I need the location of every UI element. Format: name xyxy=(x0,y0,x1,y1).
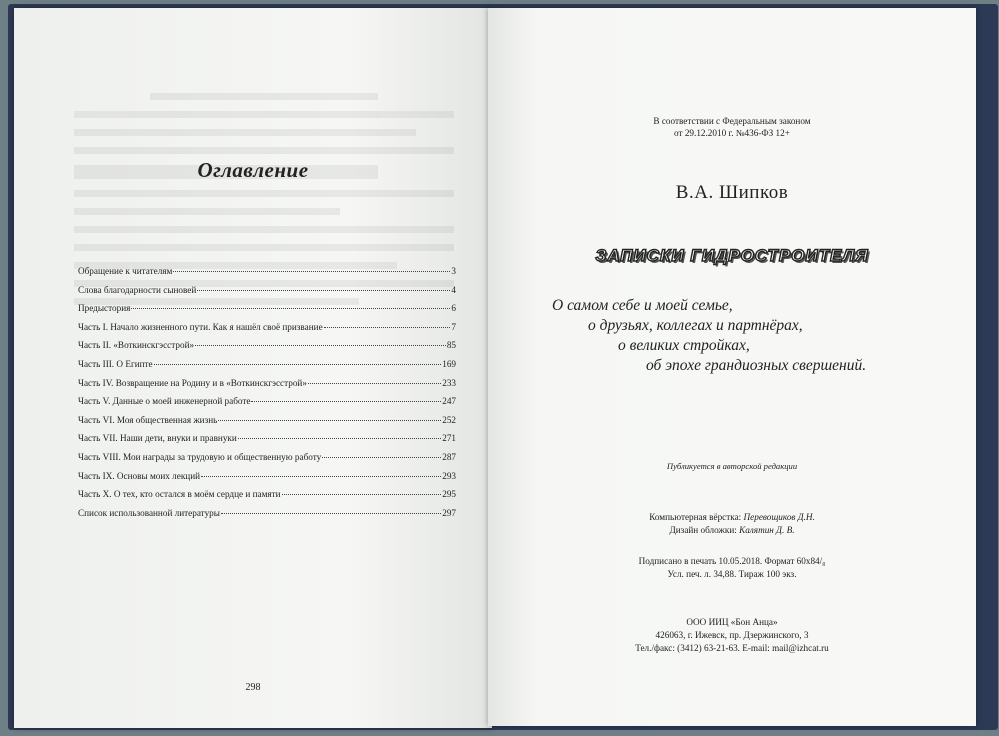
toc-entry xyxy=(78,285,456,304)
toc-entry-label: Часть III. О Египте xyxy=(78,358,153,369)
toc-leader-dots xyxy=(197,290,450,291)
subtitle-line-4: об эпохе грандиозных свершений. xyxy=(646,357,867,374)
toc-entry-page: 293 xyxy=(442,470,456,481)
credits xyxy=(488,511,976,537)
print-line-2: Усл. печ. л. 34,88. Тираж 100 экз. xyxy=(667,569,797,579)
toc-entry xyxy=(78,303,456,322)
toc-entry xyxy=(78,378,456,397)
toc-entry-label: Часть IV. Возвращение на Родину и в «Воткинскгэсстрой» xyxy=(78,377,307,388)
toc-entry-label: Часть VI. Моя общественная жизнь xyxy=(78,414,218,425)
toc-entry xyxy=(78,322,456,341)
toc-entry xyxy=(78,396,456,415)
left-page xyxy=(14,8,492,728)
layout-name: Перевощиков Д.Н. xyxy=(743,512,815,522)
book-author: В.А. Шипков xyxy=(675,182,789,203)
law-line-1: В соответствии с Федеральным законом xyxy=(653,116,811,126)
toc-entry xyxy=(78,452,456,471)
toc-leader-dots xyxy=(218,420,441,421)
toc-entry-page: 7 xyxy=(451,321,456,332)
toc-leader-dots xyxy=(322,457,441,458)
toc-leader-dots xyxy=(173,271,450,272)
toc-entry-page: 247 xyxy=(442,396,456,407)
layout-label: Компьютерная вёрстка: xyxy=(649,512,742,522)
toc-entry-label: Слова благодарности сыновей xyxy=(78,284,197,295)
print-line-1: Подписано в печать 10.05.2018. Формат 60х84/₈ xyxy=(638,556,826,566)
toc-leader-dots xyxy=(251,401,441,402)
toc-leader-dots xyxy=(282,494,442,495)
print-info xyxy=(488,555,976,581)
toc-entry-page: 85 xyxy=(446,340,456,351)
cover-label: Дизайн обложки: xyxy=(669,525,737,535)
toc-entry-page: 295 xyxy=(442,489,456,500)
toc-entry-label: Часть IX. Основы моих лекций xyxy=(78,470,201,481)
cover-credit xyxy=(488,524,976,537)
toc-leader-dots xyxy=(201,476,441,477)
book-title: ЗАПИСКИ ГИДРОСТРОИТЕЛЯ xyxy=(595,246,869,265)
toc-entry xyxy=(78,471,456,490)
subtitle-line-2: о друзьях, коллегах и партнёрах, xyxy=(588,317,803,334)
toc-entry-page: 4 xyxy=(451,284,456,295)
toc-entry-page: 271 xyxy=(442,433,456,444)
toc-entry-label: Предыстория xyxy=(78,303,131,314)
toc-entry-page: 252 xyxy=(442,414,456,425)
toc-entry-label: Часть V. Данные о моей инженерной работе xyxy=(78,396,251,407)
toc-entry-label: Список использованной литературы xyxy=(78,507,220,518)
toc-entry-label: Часть II. «Воткинскгэсстрой» xyxy=(78,340,195,351)
toc-entry-page: 287 xyxy=(442,451,456,462)
published-note: Публикуется в авторской редакции xyxy=(666,461,798,471)
toc-entry-label: Часть I. Начало жизненного пути. Как я нашёл своё призвание xyxy=(78,321,323,332)
toc-entry xyxy=(78,266,456,285)
toc-leader-dots xyxy=(131,308,450,309)
page-number: 298 xyxy=(245,682,261,693)
toc-entry xyxy=(78,340,456,359)
toc-entry xyxy=(78,508,456,527)
toc-entry-label: Часть VII. Наши дети, внуки и правнуки xyxy=(78,433,237,444)
toc-entry-label: Часть X. О тех, кто остался в моём сердце и памяти xyxy=(78,489,281,500)
toc-entry xyxy=(78,433,456,452)
subtitle-line-1: О самом себе и моей семье, xyxy=(552,297,733,314)
toc-entry xyxy=(78,489,456,508)
toc-leader-dots xyxy=(238,438,441,439)
right-page xyxy=(488,8,976,726)
cover-name: Калятин Д. В. xyxy=(739,525,795,535)
toc-entry xyxy=(78,359,456,378)
toc-entry-page: 233 xyxy=(442,377,456,388)
law-line-2: от 29.12.2010 г. №436-ФЗ 12+ xyxy=(674,127,790,138)
toc-entry xyxy=(78,415,456,434)
toc-leader-dots xyxy=(154,364,442,365)
toc-leader-dots xyxy=(308,383,441,384)
toc-entry-page: 6 xyxy=(451,303,456,314)
publisher-info xyxy=(488,616,976,655)
toc-entry-label: Часть VIII. Мои награды за трудовую и общественную работу xyxy=(78,451,322,462)
publisher-line-2: 426063, г. Ижевск, пр. Дзержинского, 3 xyxy=(655,630,809,640)
toc-entry-label: Обращение к читателям xyxy=(78,266,173,276)
toc-title: Оглавление xyxy=(197,158,309,182)
publisher-line-1: ООО ИИЦ «Бон Анца» xyxy=(686,617,778,627)
subtitle-line-3: о великих стройках, xyxy=(618,337,750,354)
toc-entry-page: 3 xyxy=(451,266,456,276)
toc-leader-dots xyxy=(195,345,446,346)
book-subtitle xyxy=(548,296,948,376)
publisher-line-3: Тел./факс: (3412) 63-21-63. E-mail: mail@izhcat.ru xyxy=(635,643,829,653)
layout-credit xyxy=(488,511,976,524)
toc-leader-dots xyxy=(324,327,451,328)
toc-entry-page: 297 xyxy=(442,507,456,518)
toc-list xyxy=(78,266,456,526)
law-notice xyxy=(488,116,976,139)
toc-leader-dots xyxy=(221,513,441,514)
toc-entry-page: 169 xyxy=(442,358,456,369)
